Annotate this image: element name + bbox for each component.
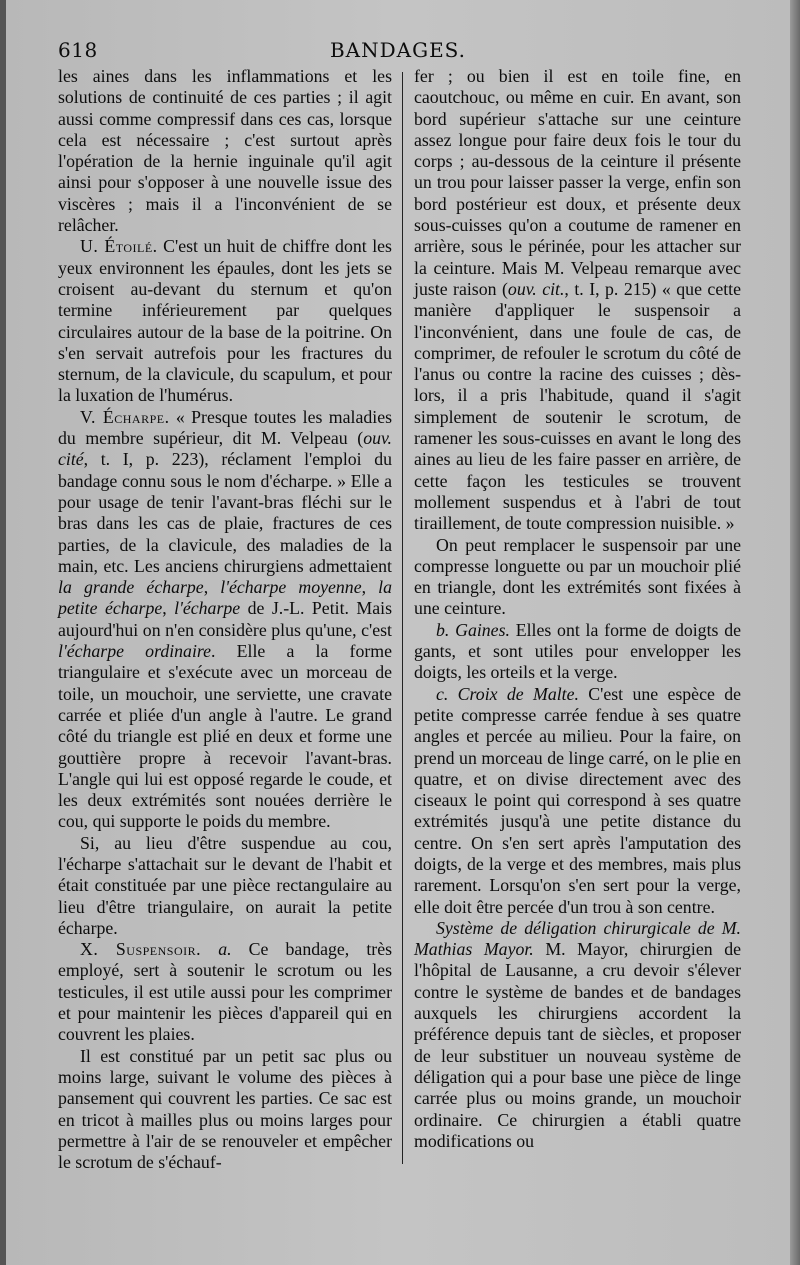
section-label: b. Gaines. [436, 619, 510, 640]
running-head: BANDAGES. [329, 38, 467, 62]
section-label: V. Écharpe. [80, 406, 170, 427]
right-column [414, 66, 741, 1152]
paragraph-gaines: b. Gaines. Elles ont la forme de doigts de gants, et sont utiles pour envelopper les doigts, les orteils et la verge. [414, 619, 741, 683]
section-label: U. Étoilé. [80, 236, 158, 257]
section-label: X. Suspensoir. [80, 939, 202, 960]
column-rule [402, 72, 403, 1164]
page-number: 618 [58, 38, 98, 62]
paragraph: Il est constitué par un petit sac plus ou moins large, suivant le volume des pièces à pansement qui couvrent les parties. Ce sac est en tricot à mailles plus ou moins larges pour permettre à l'air de se renouveler et empêcher le scrotum de s'échauf- [58, 1045, 392, 1173]
paragraph-echarpe: V. Écharpe. « Presque toutes les maladies du membre supérieur, dit M. Velpeau (ouv. cité, t. I, p. 223), réclament l'emploi du bandage connu sous le nom d'écharpe. » Elle a pour usage de tenir l'avant-bras fléchi sur le bras dans les cas de plaie, fractures de ces parties, de la clavicule, des maladies de la main, etc. Les anciens chirurgiens admettaient la grande écharpe, l'écharpe moyenne, la petite écharpe, l'écharpe de J.-L. Petit. Mais aujourd'hui on n'en considère plus qu'une, c'est l'écharpe ordinaire. Elle a la forme triangulaire et s'exécute avec un morceau de toile, un mouchoir, une serviette, une cravate carrée et pliée d'un angle à l'autre. Le grand côté du triangle est plié en deux et forme une gouttière propre à recevoir l'avant-bras. L'angle qui lui est opposé regarde le coude, et les deux extrémités sont nouées derrière le cou, qui supporte le poids du membre. [58, 406, 393, 832]
page-left-edge [0, 0, 6, 1265]
paragraph: les aines dans les inflammations et les solutions de continuité de ces parties ; il agit aussi comme compressif dans ces cas, lorsque cela est nécessaire ; c'est surtout après l'opération de la hernie inguinale qu'il agit ainsi pour s'opposer à une nouvelle issue des viscères ; mais il a l'inconvénient de se relâcher. [58, 66, 392, 236]
section-label: Système de déligation chirurgicale de M. Mathias Mayor. [414, 917, 741, 960]
paragraph-suspensoir: X. Suspensoir. a. Ce bandage, très employé, sert à soutenir le scrotum ou les testicules, il est utile aussi pour les comprimer et pour maintenir les pièces d'appareil qui en couvrent les plaies. [58, 939, 393, 1045]
paragraph: Si, au lieu d'être suspendue au cou, l'écharpe s'attachait sur le devant de l'habit et était constituée par une pièce rectangulaire au lieu d'être triangulaire, on aurait la petite écharpe. [58, 832, 392, 938]
page-header [58, 38, 738, 66]
paragraph-croix-de-malte: c. Croix de Malte. C'est une espèce de petite compresse carrée fendue à ses quatre angles et percée au milieu. Pour la faire, on prend un morceau de linge carré, on le plie en quatre, et on divise directement avec des ciseaux le point qui correspond à ses quatre extrémités jusqu'à une petite distance du centre. On s'en sert après l'amputation des doigts, de la verge et des membres, mais plus rarement. Lorsqu'on s'en sert pour la verge, elle doit être percée d'un trou à son centre. [414, 683, 741, 917]
section-label: c. Croix de Malte. [436, 683, 579, 704]
paragraph: On peut remplacer le suspensoir par une compresse longuette ou par un mouchoir plié en triangle, dont les extrémités sont fixées à une ceinture. [414, 534, 741, 619]
page-right-edge [790, 0, 800, 1265]
paragraph: fer ; ou bien il est en toile fine, en caoutchouc, ou même en cuir. En avant, son bord supérieur s'attache sur une ceinture assez longue pour faire deux fois le tour du corps ; au-dessous de la ceinture il présente un trou pour laisser passer la verge, enfin son bord postérieur est doux, et présente deux sous-cuisses qu'on a coutume de ramener en arrière, sous le périnée, pour les attacher sur la ceinture. Mais M. Velpeau remarque avec juste raison (ouv. cit., t. I, p. 215) « que cette manière d'appliquer le suspensoir a l'inconvénient, dans une foule de cas, de comprimer, de refouler le scrotum du côté de l'anus ou contre la racine des cuisses ; dès-lors, il a pris l'habitude, quand il s'agit simplement de soutenir le scrotum, de ramener les sous-cuisses en avant le long des aines au lieu de les faire passer en arrière, de cette façon les testicules se trouvent mollement suspendus et à l'abri de tout tiraillement, de toute compression nuisible. » [414, 66, 741, 534]
paragraph-mayor: Système de déligation chirurgicale de M. Mathias Mayor. M. Mayor, chirurgien de l'hôpital de Lausanne, a cru devoir s'élever contre le système de bandes et de bandages auxquels les chirurgiens accordent la préférence depuis tant de siècles, et proposer de leur substituer un nouveau système de déligation qui a pour base une pièce de linge carrée plus ou moins grande, un mouchoir ordinaire. Ce chirurgien a établi quatre modifications ou [414, 917, 741, 1151]
left-column [58, 66, 392, 1173]
paragraph-etoile: U. Étoilé. C'est un huit de chiffre dont les yeux environnent les épaules, dont les jets se croisent au-devant du sternum et qu'on termine inférieurement par quelques circulaires autour de la base de la poitrine. On s'en servait autrefois pour les fractures du sternum, de la clavicule, du scapulum, et pour la luxation de l'humérus. [58, 236, 392, 406]
